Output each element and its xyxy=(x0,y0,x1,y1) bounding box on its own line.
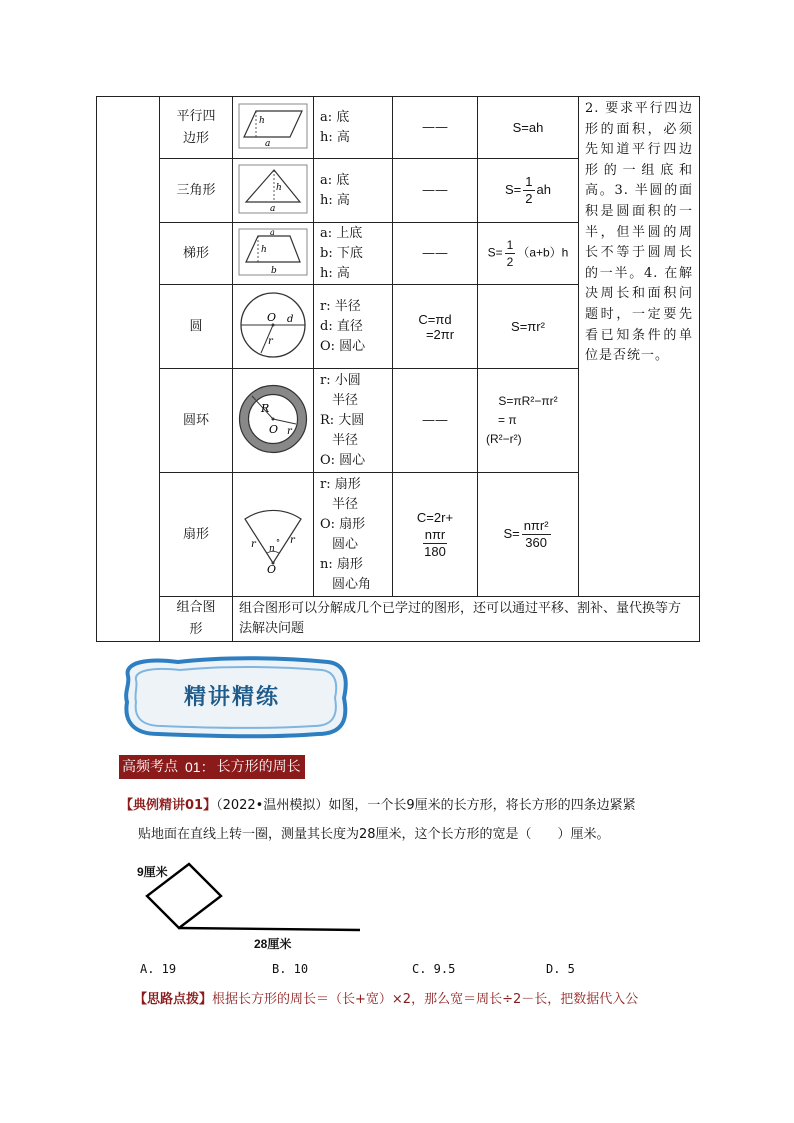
notes-cell: 2. 要求平行四边形的面积，必须先知道平行四边形的一组底和高。3. 半圆的面积是圆面积的一半，但半圆的周长不等于圆周长的一半。4. 在解决周长和面积问题时，一定要先看已知条件的单位是否统一。 xyxy=(579,97,700,597)
symbols-triangle: a: 底 h: 高 xyxy=(314,159,393,223)
topic-title: 长方形的周长 xyxy=(216,755,305,779)
svg-text:a: a xyxy=(270,227,275,237)
hint-text: 根据长方形的周长＝（长+宽）×2，那么宽＝周长÷2－长，把数据代入公 xyxy=(212,992,639,1007)
circle-icon xyxy=(237,289,309,361)
annulus-figure xyxy=(233,369,314,473)
svg-text:h: h xyxy=(259,115,265,126)
example-text-1: 如图，一个长9厘米的长方形，将长方形的四条边紧紧 xyxy=(328,798,636,813)
figure-label-28cm: 28厘米 xyxy=(254,937,292,951)
sector-figure xyxy=(233,473,314,597)
banner-title: 精讲精练 xyxy=(184,684,281,709)
perimeter-annulus: —— xyxy=(393,369,478,473)
example-line-1 xyxy=(120,797,636,815)
symbols-annulus: r: 小圆 半径 R: 大圆 半径 O: 圆心 xyxy=(314,369,393,473)
example-figure xyxy=(130,856,370,956)
composite-description: 组合图形可以分解成几个已学过的图形，还可以通过平移、割补、量代换等方法解决问题 xyxy=(233,597,700,642)
hint-line xyxy=(134,991,638,1009)
svg-text:r: r xyxy=(268,335,273,347)
trapezoid-icon xyxy=(238,228,308,276)
svg-text:O: O xyxy=(269,422,279,436)
example-source: （2022•温州模拟） xyxy=(216,798,329,813)
perimeter-circle: C=πd =2πr xyxy=(393,285,478,369)
perimeter-parallelogram: —— xyxy=(393,97,478,159)
svg-text:°: ° xyxy=(276,537,280,547)
svg-text:r: r xyxy=(290,534,295,546)
trapezoid-figure xyxy=(233,223,314,285)
area-sector: S= $\frac{\text{nπr²}}{360}$ xyxy=(478,473,579,597)
symbols-sector: r: 扇形 半径 O: 扇形 圆心 n: 扇形 圆心角 xyxy=(314,473,393,597)
svg-text:d: d xyxy=(287,313,294,325)
perimeter-triangle: —— xyxy=(393,159,478,223)
svg-text:a: a xyxy=(265,138,271,149)
area-trapezoid: S= $\frac{1}{2}$ （a+b）h xyxy=(478,223,579,285)
symbols-parallelogram: a: 底 h: 高 xyxy=(314,97,393,159)
svg-text:b: b xyxy=(271,265,277,276)
parallelogram-figure xyxy=(233,97,314,159)
option-c[interactable]: C. 9.5 xyxy=(412,962,456,976)
svg-text:O: O xyxy=(267,310,277,324)
symbols-trapezoid: a: 上底 b: 下底 h: 高 xyxy=(314,223,393,285)
symbols-circle: r: 半径 d: 直径 O: 圆心 xyxy=(314,285,393,369)
topic-label: 高频考点 xyxy=(119,755,181,779)
perimeter-trapezoid: —— xyxy=(393,223,478,285)
topic-header xyxy=(119,755,305,779)
option-b[interactable]: B. 10 xyxy=(272,962,309,976)
example-tag: 【典例精讲01】 xyxy=(120,798,217,813)
formula-table xyxy=(96,96,700,642)
svg-text:r: r xyxy=(251,538,256,550)
section-banner xyxy=(118,654,350,740)
example-text-2: 贴地面在直线上转一圈，测量其长度为28厘米，这个长方形的宽是（ ）厘米。 xyxy=(138,827,610,842)
option-d[interactable]: D. 5 xyxy=(546,962,575,976)
shape-name-sector: 扇形 xyxy=(160,473,233,597)
svg-text:h: h xyxy=(261,244,267,255)
shape-name-trapezoid: 梯形 xyxy=(160,223,233,285)
hint-tag: 【思路点拨】 xyxy=(134,992,213,1007)
area-parallelogram: S=ah xyxy=(478,97,579,159)
svg-text:a: a xyxy=(270,203,276,214)
svg-text:h: h xyxy=(276,182,282,193)
area-triangle: S= $\frac{1}{2}$ ah xyxy=(478,159,579,223)
area-annulus: S=πR²−πr² = π (R²−r²) xyxy=(478,369,579,473)
svg-text:O: O xyxy=(267,562,277,573)
sector-icon xyxy=(237,493,309,573)
shape-name-composite: 组合图形 xyxy=(160,597,233,642)
shape-name-triangle: 三角形 xyxy=(160,159,233,223)
svg-text:r: r xyxy=(287,425,292,437)
triangle-figure xyxy=(233,159,314,223)
svg-text:n: n xyxy=(269,543,275,554)
annulus-icon xyxy=(236,382,310,456)
shape-name-circle: 圆 xyxy=(160,285,233,369)
shape-name-annulus: 圆环 xyxy=(160,369,233,473)
left-blank-cell xyxy=(97,97,160,642)
circle-figure xyxy=(233,285,314,369)
shape-name-parallelogram: 平行四边形 xyxy=(160,97,233,159)
figure-label-9cm: 9厘米 xyxy=(137,865,168,879)
svg-text:R: R xyxy=(261,401,270,415)
topic-number: 01： xyxy=(181,755,216,779)
parallelogram-icon xyxy=(238,103,308,149)
triangle-icon xyxy=(238,164,308,214)
perimeter-sector: C=2r+ $\frac{\text{nπr}}{180}$ xyxy=(393,473,478,597)
area-circle: S=πr² xyxy=(478,285,579,369)
option-a[interactable]: A. 19 xyxy=(140,962,177,976)
